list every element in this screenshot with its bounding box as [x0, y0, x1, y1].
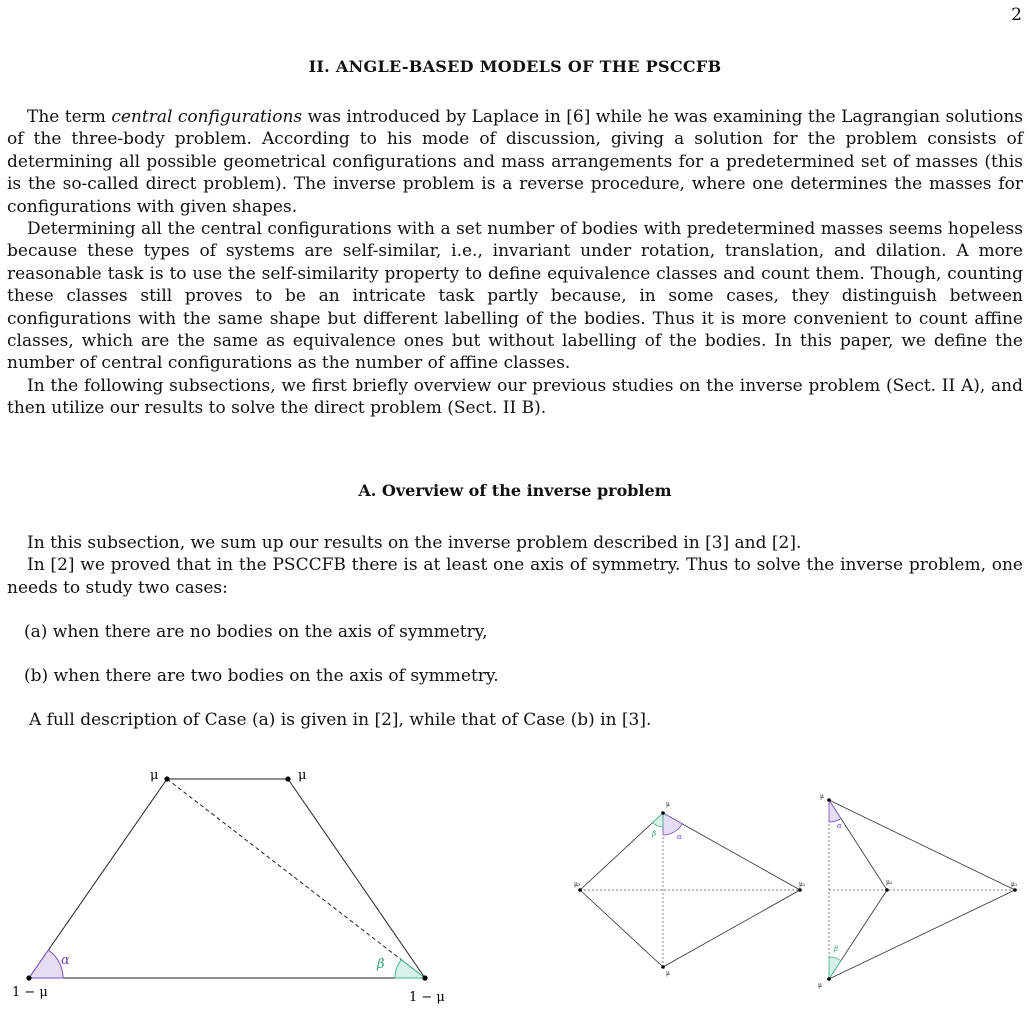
subsection-title: A. Overview of the inverse problem	[358, 481, 672, 500]
emphasis-text: central configurations	[111, 107, 303, 127]
text-run: was introduced by Laplace in [6] while he was examining the Lagrangian solutions of the three-body problem. According to his mode of discussion, giving a solution for the problem consists of determining all possible geometrical configurations and mass arrangements for a predetermined set of masses (this is the so-called direct problem). The inverse problem is a reverse procedure, where one determines the masses for configurations with given shapes.	[7, 107, 1024, 217]
page-number: 2	[1011, 5, 1022, 25]
vertex-label: μ₂	[886, 879, 893, 886]
case-b-item: (b) when there are two bodies on the axis of symmetry.	[24, 666, 499, 686]
paragraph: In the following subsections, we first briefly overview our previous studies on the inverse problem (Sect. II A), and then utilize our results to solve the direct problem (Sect. II B).	[7, 375, 1023, 419]
beta-label: β	[834, 945, 839, 953]
alpha-label: α	[837, 822, 842, 830]
vertex-label: 1 − μ	[12, 985, 48, 1000]
paragraph: In this subsection, we sum up our results on the inverse problem described in [3] and [2].	[27, 533, 802, 553]
vertex-label: 1 − μ	[409, 990, 445, 1005]
concave-vertices	[827, 798, 1017, 981]
vertex-label: μ	[150, 768, 159, 783]
vertex-label: μ	[818, 982, 822, 989]
vertex-label: μ₁	[799, 881, 806, 888]
beta-label: β	[377, 957, 385, 972]
alpha-label: α	[61, 953, 70, 968]
vertex-label: μ₂	[574, 881, 581, 888]
case-a-item: (a) when there are no bodies on the axis of symmetry,	[24, 622, 488, 642]
section-title: II. ANGLE-BASED MODELS OF THE PSCCFB	[308, 57, 722, 76]
concave-axes	[829, 800, 1018, 979]
text-run: The term	[27, 107, 112, 127]
beta-label: β	[652, 830, 657, 838]
paragraph: Determining all the central configurations with a set number of bodies with predetermined masses seems hopeless because these types of systems are self-similar, i.e., invariant under rotation, translation, and dilation. A more reasonable task is to use the self-similarity property to define equivalence classes and count them. Though, counting these classes still proves to be an intricate task partly because, in some cases, they distinguish between configurations with the same shape but different labelling of the bodies. Thus it is more convenient to count affine classes, which are the same as equivalence ones but without labelling of the bodies. In this paper, we define the number of central configurations as the number of affine classes.	[7, 219, 1023, 374]
vertex-label: μ	[298, 768, 307, 783]
alpha-label: α	[677, 833, 682, 841]
vertex-label: μ₁	[1011, 881, 1018, 888]
vertex-label: μ	[666, 801, 670, 808]
vertex-label: μ	[820, 793, 824, 800]
concave-lines	[829, 800, 1018, 979]
vertex-label: μ	[666, 970, 670, 977]
paragraph: In [2] we proved that in the PSCCFB there is at least one axis of symmetry. Thus to solve the inverse problem, one needs to study two cases:	[7, 555, 1023, 598]
closing-sentence: A full description of Case (a) is given in [2], while that of Case (b) in [3].	[29, 710, 652, 730]
